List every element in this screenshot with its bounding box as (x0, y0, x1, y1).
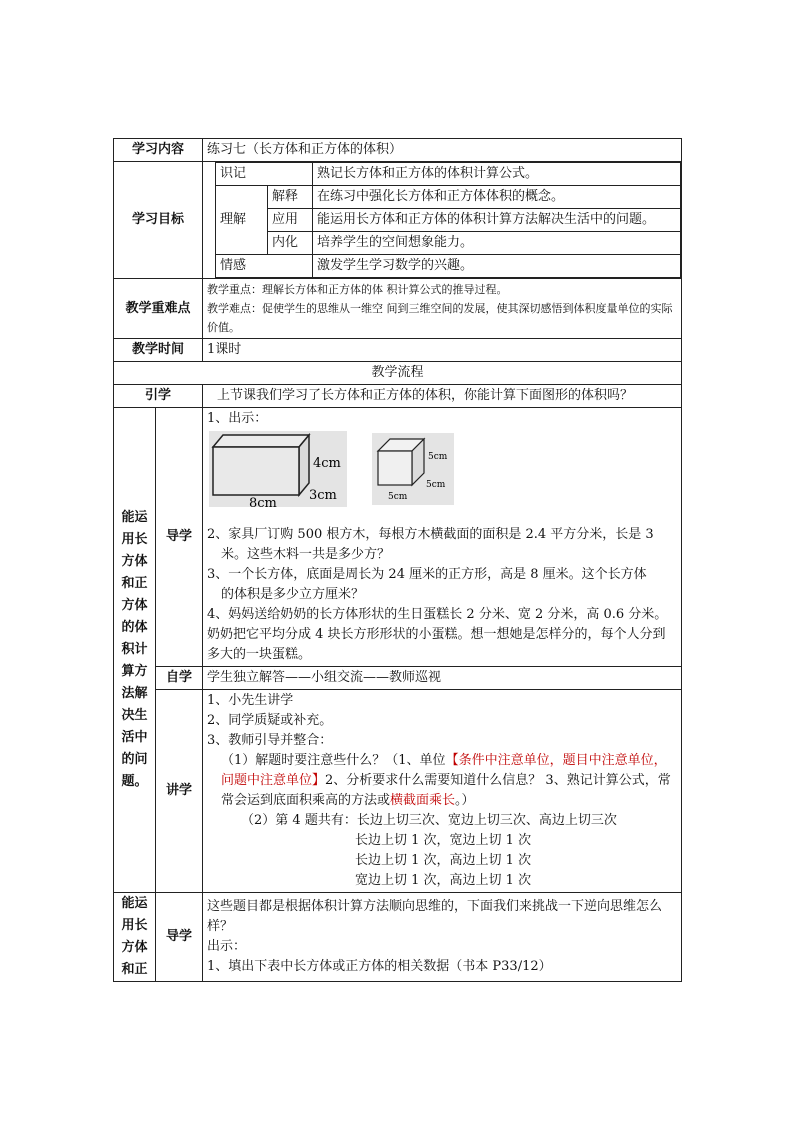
time-row (114, 339, 682, 362)
keypoints-row (114, 279, 682, 339)
keypoints-label: 教学重难点 (114, 279, 203, 339)
self-study-row (114, 667, 682, 690)
keypoints-focus: 教学重点：理解长方体和正方体的体 积计算公式的推导过程。 (207, 283, 508, 296)
lecture-item-4-part-b: 2、分析要求什么需要知道什么信息？ 3、熟记计算公式，常常会运到底面积乘高的方法或 (221, 773, 671, 808)
lecture-item-4-part-c: 。） (455, 793, 475, 808)
flow-title: 教学流程 (114, 362, 682, 385)
content-label: 学习内容 (114, 139, 203, 162)
self-study-label: 自学 (156, 667, 203, 690)
cube-height-label: 5cm (428, 452, 448, 462)
show-text: 1、出示： (207, 411, 268, 426)
goals-row (114, 162, 682, 279)
section1-label: 能运用长方体和正方体的体积计算方法解决生活中的问题。 (114, 408, 156, 893)
goal-understand-label: 理解 (216, 186, 268, 255)
question-4: 4、妈妈送给奶奶的长方体形状的生日蛋糕长 2 分米、宽 2 分米，高 0.6 分米。奶奶把它平均分成 4 块长方形形状的小蛋糕。想一想她是怎样分的，每个人分到多大的一块蛋糕。 (207, 607, 668, 662)
cuboid-width-label: 3cm (309, 488, 337, 503)
goal-memorize-text: 熟记长方体和正方体的体积计算公式。 (313, 163, 681, 186)
cut-line-1: （2）第 4 题共有：长边上切三次、宽边上切三次、高边上切三次 (241, 813, 617, 828)
cube-width-label: 5cm (388, 492, 408, 502)
time-label: 教学时间 (114, 339, 203, 362)
cuboid-height-label: 4cm (313, 456, 341, 471)
lecture-label: 讲学 (156, 690, 203, 893)
intro-label: 引学 (114, 385, 203, 408)
content-value: 练习七（长方体和正方体的体积） (203, 139, 682, 162)
lecture-item-1: 1、小先生讲学 (207, 693, 294, 708)
goal-memorize-label: 识记 (216, 163, 313, 186)
lesson-plan-table (113, 138, 682, 982)
section2-row (114, 893, 682, 982)
cube-depth-label: 5cm (426, 480, 446, 490)
section2-cell (203, 893, 682, 982)
cut-line-2: 长边上切 1 次，宽边上切 1 次 (355, 833, 532, 848)
lesson-plan-document (113, 138, 681, 982)
lecture-cell (203, 690, 682, 893)
cuboid-figure (209, 431, 347, 507)
lecture-item-3: 3、教师引导并整合： (207, 733, 333, 748)
guide-label: 导学 (156, 408, 203, 667)
question-3b: 的体积是多少立方厘米？ (221, 587, 365, 602)
cut-line-3: 长边上切 1 次，高边上切 1 次 (355, 853, 532, 868)
goal-emotion-text: 激发学生学习数学的兴趣。 (313, 255, 681, 278)
goals-cell (203, 162, 682, 279)
cube-figure (372, 433, 454, 505)
cut-line-4: 宽边上切 1 次，高边上切 1 次 (355, 873, 532, 888)
guide-cell (203, 408, 682, 667)
goals-table (215, 162, 681, 278)
keypoints-difficulty: 教学难点：促使学生的思维从一维空 间到三维空间的发展，使其深切感悟到体积度量单位的实际价值。 (207, 302, 673, 334)
goal-explain-text: 在练习中强化长方体和正方体体积的概念。 (313, 186, 681, 209)
question-2a: 2、家具厂订购 500 根方木，每根方木横截面的面积是 2.4 平方分米，长是 3 (207, 527, 654, 542)
guide-row (114, 408, 682, 667)
time-value: 1课时 (203, 339, 682, 362)
content-row (114, 139, 682, 162)
question-2b: 米。这些木料一共是多少方？ (221, 547, 391, 562)
goal-emotion-label: 情感 (216, 255, 313, 278)
intro-row (114, 385, 682, 408)
section2-label: 能运用长方体和正 (114, 893, 156, 982)
goal-explain-label: 解释 (268, 186, 313, 209)
self-study-text: 学生独立解答——小组交流——教师巡视 (203, 667, 682, 690)
goal-apply-label: 应用 (268, 209, 313, 232)
question-3a: 3、一个长方体，底面是周长为 24 厘米的正方形，高是 8 厘米。这个长方体 (207, 567, 647, 582)
goal-internalize-label: 内化 (268, 232, 313, 255)
section2-line-1: 这些题目都是根据体积计算方法顺向思维的，下面我们来挑战一下逆向思维怎么样？ (207, 899, 663, 934)
lecture-row (114, 690, 682, 893)
unit-note-highlight: 【条件中注意单位，题目中注意单位，问题中注意单位】 (221, 753, 667, 788)
cuboid-length-label: 8cm (249, 496, 277, 507)
section2-line-2: 出示： (207, 939, 247, 954)
cross-section-highlight: 横截面乘长 (390, 793, 456, 808)
goal-internalize-text: 培养学生的空间想象能力。 (313, 232, 681, 255)
lecture-item-4-part-a: （1）解题时要注意些什么？（1、单位 (221, 753, 446, 768)
intro-text: 上节课我们学习了长方体和正方体的体积，你能计算下面图形的体积吗？ (203, 385, 682, 408)
keypoints-cell (203, 279, 682, 339)
goal-apply-text: 能运用长方体和正方体的体积计算方法解决生活中的问题。 (313, 209, 681, 232)
section2-guide-label: 导学 (156, 893, 203, 982)
section2-line-3: 1、填出下表中长方体或正方体的相关数据（书本 P33/12） (207, 959, 552, 974)
lecture-item-4 (207, 751, 677, 811)
figures (207, 429, 677, 525)
goals-label: 学习目标 (114, 162, 203, 279)
lecture-item-2: 2、同学质疑或补充。 (207, 713, 333, 728)
flow-title-row (114, 362, 682, 385)
